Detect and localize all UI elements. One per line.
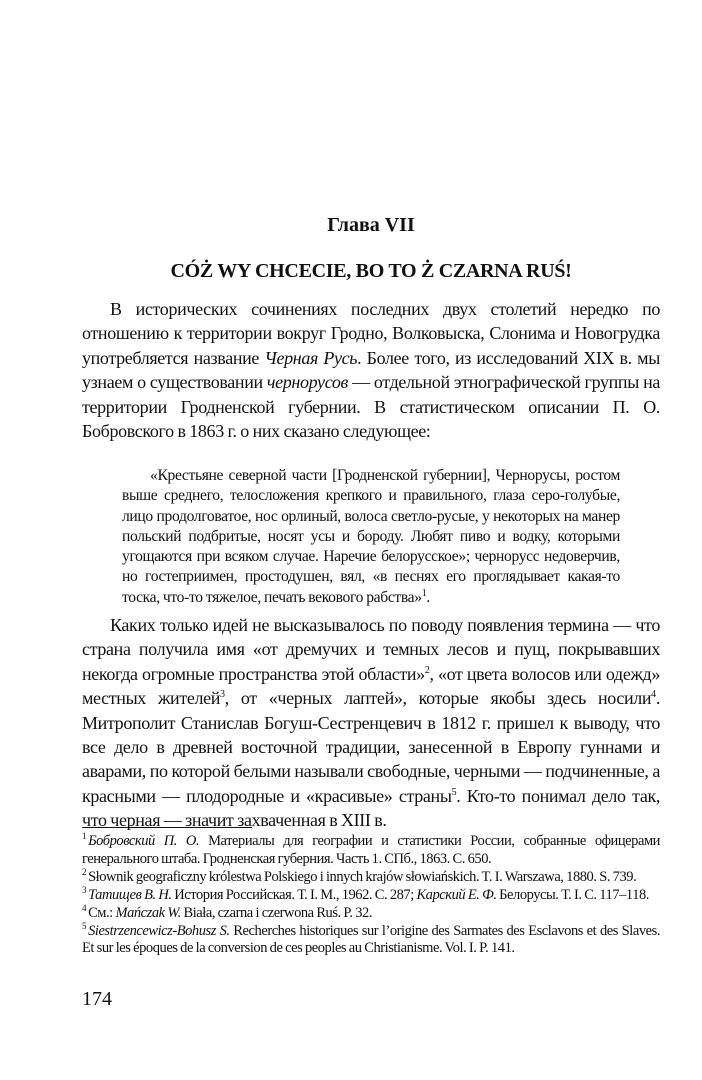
text-run: В исторических сочинениях последних двух столетий нередко по отношению к территории вокруг Гродно, Волковыска, Слонима и Новогрудка употребляется название [82, 299, 660, 368]
footnote-text: Biała, czarna i czerwona Ruś. P. 32. [180, 904, 373, 921]
text-run: — отдельной этнографической группы на территории Гродненской губернии. В статистическом описании П. О. Бобровского в 1863 г. о них сказано следующее: [82, 372, 660, 442]
chapter-number: Глава VII [327, 214, 415, 236]
text-run: . Митрополит Станислав Богуш-Сестренцевич в 1812 г. пришел к выводу, что все дело в древней восточной традиции, занесенной в Европу гуннами и аварами, по которой белыми называли свободные, черными — подчиненные, а красными — плодородные и «красивые» страны [82, 688, 660, 806]
italic-term: чернорусов [266, 372, 349, 393]
footnote-author: Siestrzencewicz-Bohusz S. [88, 922, 230, 939]
footnote-author: Татищев В. Н. [88, 886, 172, 903]
footnote-ref[interactable]: 3 [220, 689, 225, 701]
footnote-author: Mańczak W. [115, 904, 181, 921]
footnote-4 [82, 902, 660, 923]
footnote-ref[interactable]: 1 [421, 587, 427, 599]
footnote-3 [82, 884, 660, 905]
footnote-text: Белорусы. Т. I. С. 117–118. [496, 886, 649, 903]
footnote-number: 1 [82, 831, 87, 842]
footnote-text: Recherches historiques sur l’origine des Sarmates des Esclavons et des Slaves. Et sur les époques de la conversion de ces peoples au Christianisme. Vol. I. P. 141. [82, 922, 661, 957]
block-quote [122, 466, 620, 608]
footnote-number: 2 [82, 866, 87, 877]
text-run: . Кто-то понимал дело так, что черная — значит захваченная в XIII в. [82, 785, 661, 831]
footnote-ref[interactable]: 2 [424, 664, 430, 676]
footnote-text: Słownik geograficzny królestwa Polskiego i innych krajów słowiańskich. T. I. Warszawa, 1880. S. 739. [88, 868, 637, 885]
text-run: , «от цвета волосов или одежд» местных жителей [82, 663, 661, 709]
chapter-title: CÓŻ WY CHCECIE, BO TO Ż CZARNA RUŚ! [170, 260, 572, 282]
footnote-text: История Российская. Т. I. М., 1962. С. 287; [171, 886, 417, 903]
quote-text: «Крестьяне северной части [Гродненской губернии], Чернорусы, ростом выше среднего, телосложения крепкого и правильного, глаза серо-голубые, лицо продолговатое, нос орлиный, волоса светло-русые, у некоторых на манер польский подбритые, носят усы и бороду. Любят пиво и водку, которыми угощаются при всяком случае. Наречие белорусское»; чернорусс недоверчив, но гостеприимен, простодушен, вял, «в песнях его проглядывает какая-то тоска, что-то тяжелое, печать векового рабства» [122, 467, 620, 606]
text-run: Каких только идей не высказывалось по поводу появления термина — что страна получила имя «от дремучих и темных лесов и пущ, покрывавших некогда огромные пространства этой области» [82, 615, 660, 684]
body-paragraph-1 [82, 297, 660, 443]
footnote-number: 5 [82, 920, 87, 931]
text-run: , от «черных лаптей», которые якобы здесь носили [224, 688, 652, 709]
footnote-ref[interactable]: 4 [651, 689, 656, 701]
body-paragraph-2 [82, 613, 660, 833]
quote-end: . [426, 588, 430, 606]
book-page [82, 0, 660, 1080]
footnote-1 [82, 833, 660, 869]
page-number: 174 [82, 988, 112, 1010]
footnote-number: 3 [82, 884, 87, 895]
footnote-5 [82, 920, 661, 959]
footnote-2 [82, 866, 660, 887]
footnote-prefix: См.: [88, 904, 116, 921]
footnote-author: Бобровский П. О. [88, 833, 200, 849]
footnote-number: 4 [82, 902, 87, 913]
footnote-text: Материалы для географии и статистики России, собранные офицерами генерального штаба. Гродненская губерния. Часть 1. СПб., 1863. С. 650. [82, 833, 660, 867]
footnotes [82, 833, 660, 958]
footnote-ref[interactable]: 5 [451, 786, 457, 798]
text-run: . Более того, из исследований XIX в. мы узнаем о существовании [82, 347, 660, 393]
footnote-divider [82, 827, 252, 828]
footnote-author: Карский Е. Ф. [416, 886, 497, 903]
italic-term: Черная Русь [264, 347, 358, 368]
